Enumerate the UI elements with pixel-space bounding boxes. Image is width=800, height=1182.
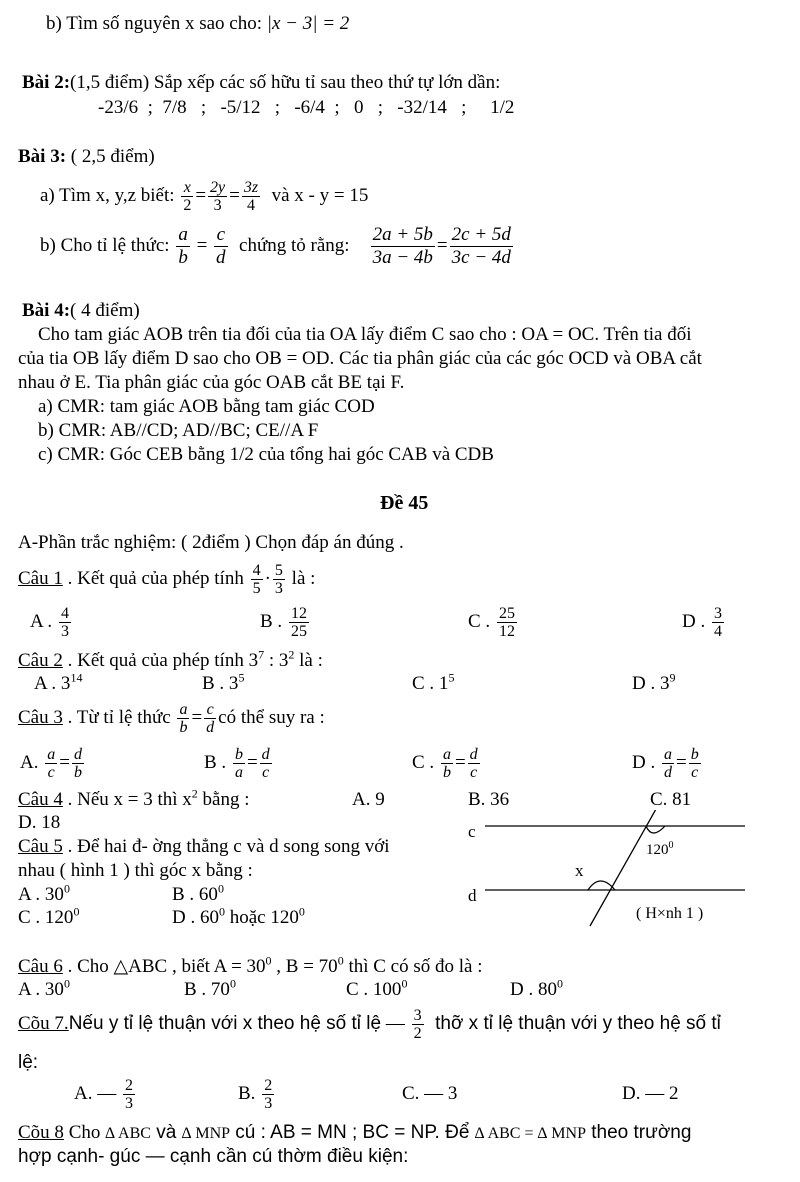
bai4-points: ( 4 điểm) — [70, 300, 140, 321]
q1: Câu 1 . Kết quả của phép tính $\frac{4}{5}$ · $\frac{5}{3}$ là : — [18, 562, 316, 598]
bai2-instruction: (1,5 điểm) Sắp xếp các số hữu tỉ sau theo thứ tự lớn dần: — [70, 72, 501, 93]
q4-label: Câu 4 — [18, 789, 63, 810]
bai4-line-2: của tia OB lấy điểm D sao cho OB = OD. Các tia phân giác của các góc OCD và OBA cắt — [18, 348, 702, 369]
bai3-points: ( 2,5 điểm) — [66, 146, 155, 167]
angle-arc-120 — [646, 826, 665, 833]
q1-option-c: C . $\frac{25}{12}$ — [468, 605, 515, 641]
figure-parallel-lines — [460, 810, 760, 930]
bai3-b-text: b) Cho tỉ lệ thức: — [40, 235, 170, 256]
q1-label: Câu 1 — [18, 568, 63, 589]
q2: Câu 2 . Kết quả của phép tính $3^7$ : $3^2$ là : — [18, 647, 323, 671]
fraction-2y-3: $\frac{2y}{3}$ — [210, 179, 226, 215]
q6: Câu 6 . Cho △ABC , biết $A = 30^0$ , $B = 70^0$ thì C có số đo là : — [18, 953, 483, 977]
bai3-part-b: b) Cho tỉ lệ thức: $\frac{a}{b}$ = $\frac{c}{d}$ chứng tỏ rằng: $\frac{2a + 5b}{3a - 4b}$ = $\frac{2c + 5d}{3c - 4d}$ — [40, 224, 511, 269]
bai3-title: Bài 3: — [18, 146, 67, 167]
bai2-numbers: -23/6 ; 7/8 ; -5/12 ; -6/4 ; 0 ; -32/14 ; 1/2 — [98, 97, 515, 118]
q2-option-a: A . $3^{14}$ — [34, 670, 83, 694]
q4-option-c: C. 81 — [650, 789, 692, 810]
q8-line-2: hợp cạnh- gúc — cạnh cần cú thờm điều kiện: — [18, 1146, 409, 1167]
q5-option-c: C . $120^0$ — [18, 904, 80, 928]
label-x: x — [575, 861, 584, 880]
figure-caption: ( H×nh 1 ) — [636, 905, 704, 922]
bai4-line-3: nhau ở E. Tia phân giác của góc OAB cắt BE tại F. — [18, 372, 405, 393]
bai1-b-text: b) Tìm số nguyên x sao cho: — [46, 13, 263, 34]
q3-label: Câu 3 — [18, 707, 63, 728]
label-angle: $120^0$ — [646, 840, 674, 858]
q3-fraction-2: $\frac{c}{d}$ — [206, 701, 215, 737]
q7-option-a: A. — $\frac{2}{3}$ — [74, 1077, 133, 1113]
bai2-heading — [22, 72, 500, 94]
fraction-left: $\frac{2a + 5b}{3a - 4b}$ — [372, 224, 433, 269]
q3: Câu 3 . Từ tỉ lệ thức $\frac{a}{b}$ = $\frac{c}{d}$ có thể suy ra : — [18, 701, 325, 737]
q2-option-d: D . $3^9$ — [632, 670, 676, 694]
bai3-a-text: a) Tìm x, y,z biết: — [40, 185, 175, 206]
q2-option-b: B . $3^5$ — [202, 670, 245, 694]
q2-option-c: C . $1^5$ — [412, 670, 455, 694]
q4-option-d: D. 18 — [18, 812, 61, 833]
q5-option-b: B . $60^0$ — [172, 881, 224, 905]
q8: Cõu 8 Cho ∆ ABC và ∆ MNP cú : AB = MN ; BC = NP. Để ∆ ABC = ∆ MNP theo trường — [18, 1122, 692, 1143]
q1-option-b: B . $\frac{12}{25}$ — [260, 605, 307, 641]
q5-label: Câu 5 — [18, 836, 63, 857]
bai4-part-b: b) CMR: AB//CD; AD//BC; CE//A F — [38, 420, 319, 441]
q6-option-b: B . $70^0$ — [184, 976, 236, 1000]
fraction-right: $\frac{2c + 5d}{3c - 4d}$ — [451, 224, 511, 269]
q1-option-d: D . $\frac{3}{4}$ — [682, 605, 722, 641]
q6-label: Câu 6 — [18, 956, 63, 977]
q6-option-c: C . $100^0$ — [346, 976, 408, 1000]
label-d: d — [468, 886, 477, 905]
q5-option-a: A . $30^0$ — [18, 881, 70, 905]
q6-option-a: A . $30^0$ — [18, 976, 70, 1000]
fraction-c-d: $\frac{c}{d}$ — [216, 224, 226, 269]
abs-equation: |x − 3| = 2 — [266, 13, 350, 34]
bai4-heading — [22, 300, 140, 322]
q7-option-c: C. — 3 — [402, 1083, 458, 1104]
q5-option-d: D . $60^0$ hoặc $120^0$ — [172, 904, 305, 928]
bai4-part-a: a) CMR: tam giác AOB bằng tam giác COD — [38, 396, 375, 417]
q7-line-2: lệ: — [18, 1052, 39, 1073]
q4: Câu 4 . Nếu x = 3 thì $x^2$ bằng : — [18, 786, 250, 810]
fraction-3z-4: $\frac{3z}{4}$ — [243, 179, 259, 215]
q7-option-d: D. — 2 — [622, 1083, 679, 1104]
fraction-a-b: $\frac{a}{b}$ — [178, 224, 188, 269]
bai3-part-a: a) Tìm x, y,z biết: $\frac{x}{2}$ = $\frac{2y}{3}$ = $\frac{3z}{4}$ và x - y = 15 — [40, 179, 369, 215]
bai1-part-b — [46, 13, 349, 35]
bai3-a-condition: và x - y = 15 — [271, 185, 369, 206]
q3-option-c: C . $\frac{a}{b}$ = $\frac{d}{c}$ — [412, 746, 478, 782]
q7-fraction: $\frac{3}{2}$ — [413, 1007, 422, 1043]
q3-fraction-1: $\frac{a}{b}$ — [179, 701, 188, 737]
q4-option-b: B. 36 — [468, 789, 510, 810]
bai4-part-c: c) CMR: Góc CEB bằng 1/2 của tổng hai góc CAB và CDB — [38, 444, 494, 465]
q2-label: Câu 2 — [18, 650, 63, 671]
q1-text: . Kết quả của phép tính — [62, 568, 244, 589]
label-c: c — [468, 822, 476, 841]
q7-label: Cõu 7. — [18, 1013, 69, 1034]
q4-option-a: A. 9 — [352, 789, 385, 810]
q3-option-a: A. $\frac{a}{c}$ = $\frac{d}{b}$ — [20, 746, 82, 782]
q1-tail: là : — [291, 568, 316, 589]
bai3-b-prove: chứng tỏ rằng: — [239, 235, 350, 256]
q7-option-b: B. $\frac{2}{3}$ — [238, 1077, 273, 1113]
bai3-heading — [18, 146, 155, 168]
bai4-title: Bài 4: — [22, 300, 71, 321]
q5: Câu 5 . Để hai đ- ờng thẳng c và d song song với — [18, 836, 390, 857]
bai2-title: Bài 2: — [22, 72, 71, 93]
q7: Cõu 7.Nếu y tỉ lệ thuận với x theo hệ số tỉ lệ — $\frac{3}{2}$ thỡ x tỉ lệ thuận với y theo hệ số tỉ — [18, 1007, 721, 1043]
q3-option-d: D . $\frac{a}{d}$ = $\frac{b}{c}$ — [632, 746, 699, 782]
q3-option-b: B . $\frac{b}{a}$ = $\frac{d}{c}$ — [204, 746, 270, 782]
section-a-heading: A-Phần trắc nghiệm: ( 2điểm ) Chọn đáp án đúng . — [18, 532, 404, 553]
q8-label: Cõu 8 — [18, 1122, 64, 1143]
bai4-line-1: Cho tam giác AOB trên tia đối của tia OA lấy điểm C sao cho : OA = OC. Trên tia đối — [38, 324, 692, 345]
q1-option-a: A . $\frac{4}{3}$ — [30, 605, 69, 641]
q6-option-d: D . $80^0$ — [510, 976, 563, 1000]
fraction-x-2: $\frac{x}{2}$ — [183, 179, 192, 215]
q1-fraction-1: $\frac{4}{5}$ — [252, 562, 261, 598]
exam-title: Đề 45 — [380, 492, 429, 514]
q5-line-2: nhau ( hình 1 ) thì góc x bằng : — [18, 860, 253, 881]
q1-fraction-2: $\frac{5}{3}$ — [274, 562, 283, 598]
